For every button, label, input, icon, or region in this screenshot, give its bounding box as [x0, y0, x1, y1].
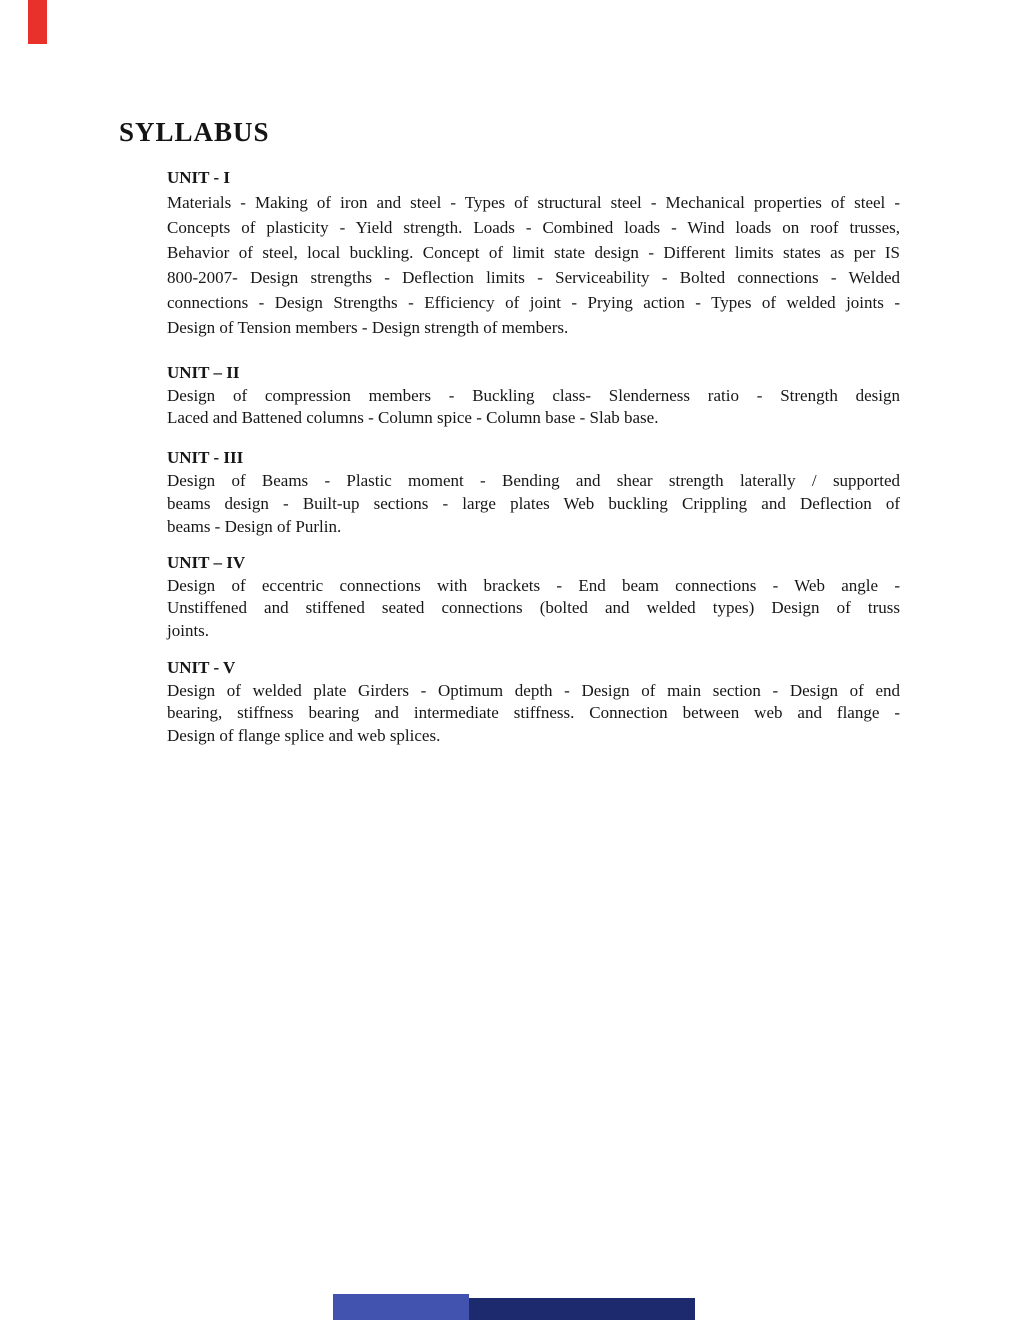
scan-artifact-red-bar — [28, 0, 47, 44]
section-heading: UNIT – II — [167, 363, 240, 382]
section-unit-1 — [167, 165, 900, 340]
paragraph-line: Concepts of plasticity - Yield strength. Loads - Combined loads - Wind loads on roof trusses, — [167, 218, 900, 237]
paragraph-line: Materials - Making of iron and steel - Types of structural steel - Mechanical properties of steel - — [167, 193, 900, 212]
paragraph-line: Laced and Battened columns - Column spice - Column base - Slab base. — [167, 408, 659, 427]
paragraph-line: beams - Design of Purlin. — [167, 517, 342, 536]
paragraph-line: joints. — [167, 620, 210, 640]
paragraph-line: connections - Design Strengths - Efficiency of joint - Prying action - Types of welded joints - — [167, 293, 900, 312]
section-heading: UNIT - I — [167, 168, 230, 187]
section-unit-5 — [167, 657, 900, 747]
paragraph-line: bearing, stiffness bearing and intermediate stiffness. Connection between web and flange - — [167, 703, 900, 722]
section-unit-4 — [167, 552, 900, 642]
section-heading: UNIT – IV — [167, 553, 246, 572]
paragraph-line: Unstiffened and stiffened seated connections (bolted and welded types) Design of truss — [167, 598, 900, 617]
section-unit-2 — [167, 362, 900, 430]
paragraph-line: Design of welded plate Girders - Optimum depth - Design of main section - Design of end — [167, 680, 900, 700]
section-unit-3 — [167, 446, 900, 538]
paragraph-line: Design of eccentric connections with brackets - End beam connections - Web angle - — [167, 575, 900, 595]
paragraph-line: Design of Tension members - Design strength of members. — [167, 318, 569, 337]
page-title: SYLLABUS — [119, 117, 270, 147]
paragraph-line: Design of flange splice and web splices. — [167, 725, 441, 745]
section-heading: UNIT - V — [167, 658, 236, 677]
scan-artifact-navy-bar — [469, 1298, 695, 1320]
paragraph-line: 800-2007- Design strengths - Deflection limits - Serviceability - Bolted connections - Welded — [167, 268, 900, 287]
paragraph-line: beams design - Built-up sections - large plates Web buckling Crippling and Deflection of — [167, 494, 900, 513]
scan-artifact-blue-bar — [333, 1294, 469, 1320]
paragraph-line: Design of Beams - Plastic moment - Bending and shear strength laterally / supported — [167, 471, 900, 490]
section-heading: UNIT - III — [167, 448, 244, 467]
paragraph-line: Behavior of steel, local buckling. Concept of limit state design - Different limits states as per IS — [167, 243, 900, 262]
paragraph-line: Design of compression members - Buckling class- Slenderness ratio - Strength design — [167, 385, 900, 405]
